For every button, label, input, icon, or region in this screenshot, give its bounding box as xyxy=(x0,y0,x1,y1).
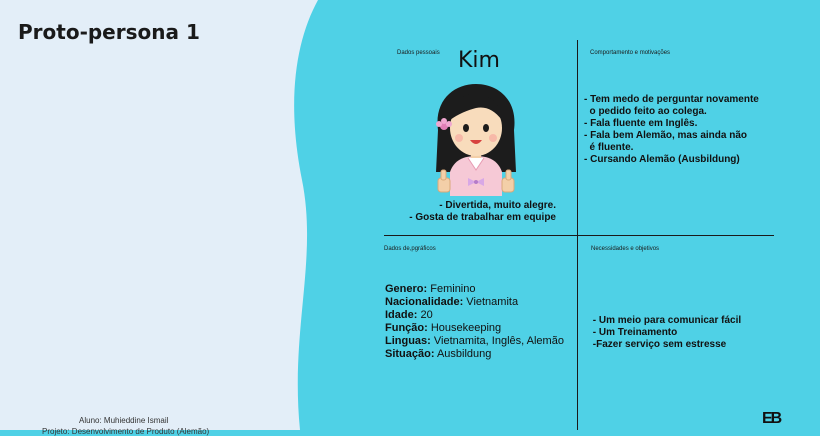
need-item: - Um meio para comunicar fácil xyxy=(590,315,742,326)
footer-project: Projeto: Desenvolvimento de Produto (Alemão) xyxy=(42,427,210,436)
section-label-needs: Necessidades e objetivos xyxy=(591,246,660,252)
section-label-behavior: Comportamento e motivações xyxy=(590,50,671,56)
section-label-demographic: Dados de,pgráficos xyxy=(384,246,436,252)
need-item: - Um Treinamento xyxy=(590,327,678,338)
behavior-item: é fluente. xyxy=(584,142,634,153)
demographic-row: Nacionalidade: Vietnamita xyxy=(385,296,519,308)
trait-item: - Gosta de trabalhar em equipe xyxy=(409,212,556,223)
demographic-row: Genero: Feminino xyxy=(385,283,476,295)
demographic-row: Linguas: Vietnamita, Inglês, Alemão xyxy=(385,335,564,347)
needs-list xyxy=(590,315,741,351)
demographic-list xyxy=(385,283,564,361)
need-item: -Fazer serviço sem estresse xyxy=(590,339,727,350)
behavior-list xyxy=(584,94,759,166)
persona-avatar-icon xyxy=(428,80,524,196)
persona-name: Kim xyxy=(458,48,500,73)
section-label-personal: Dados pessoais xyxy=(397,50,440,56)
behavior-item: - Tem medo de perguntar novamente xyxy=(584,94,759,105)
demographic-row: Situação: Ausbildung xyxy=(385,348,492,360)
page-title: Proto-persona 1 xyxy=(18,20,200,44)
brand-logo: EB xyxy=(762,410,781,427)
behavior-item: o pedido feito ao colega. xyxy=(584,106,707,117)
demographic-row: Idade: 20 xyxy=(385,309,433,321)
behavior-item: - Fala bem Alemão, mas ainda não xyxy=(584,130,748,141)
demographic-row: Função: Housekeeping xyxy=(385,322,502,334)
footer-student: Aluno: Muhieddine Ismail xyxy=(79,416,169,425)
behavior-item: - Cursando Alemão (Ausbildung) xyxy=(584,154,740,165)
horizontal-divider xyxy=(384,235,774,236)
behavior-item: - Fala fluente em Inglês. xyxy=(584,118,698,129)
persona-traits xyxy=(394,200,556,224)
trait-item: - Divertida, muito alegre. xyxy=(439,200,556,211)
